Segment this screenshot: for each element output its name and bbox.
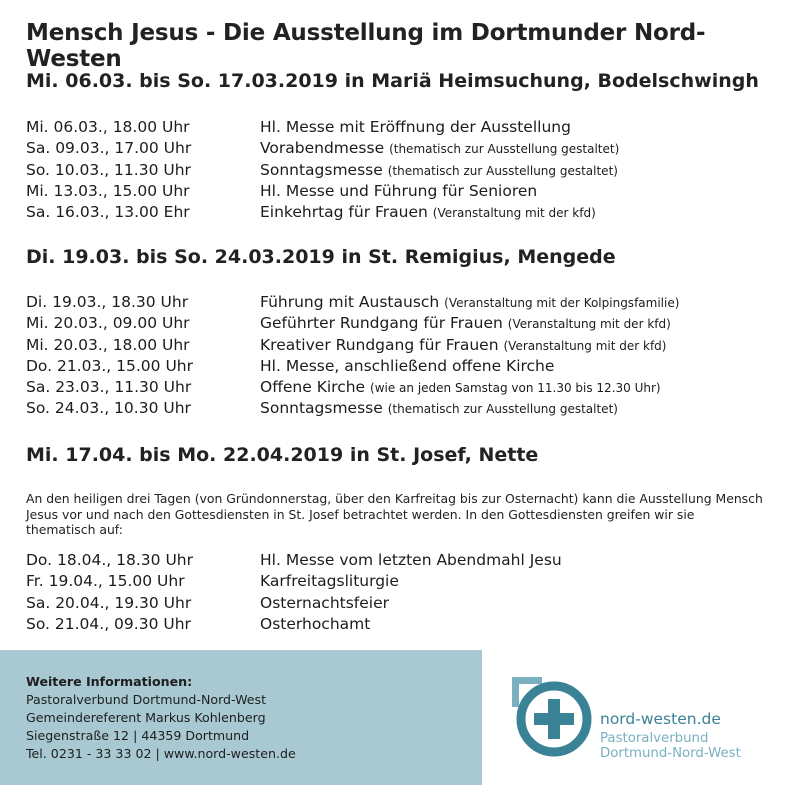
event-date: Mi. 13.03., 15.00 Uhr [26, 181, 190, 200]
event-date: Do. 21.03., 15.00 Uhr [26, 356, 193, 375]
event-row [26, 550, 766, 571]
brand-name: nord-westen.de [600, 710, 721, 728]
section-paragraph: An den heiligen drei Tagen (von Gründonnerstag, über den Karfreitag bis zur Osternacht) kann die Ausstellung Mensch Jesus vor und nach den Gottesdiensten in St. Josef betrachtet werden. In den Gottesdiensten greifen wir sie thematisch auf: [26, 491, 763, 537]
event-row [26, 377, 766, 398]
event-date: Sa. 20.04., 19.30 Uhr [26, 593, 192, 612]
event-note: (thematisch zur Ausstellung gestaltet) [387, 163, 618, 178]
event-date: Mi. 20.03., 09.00 Uhr [26, 314, 190, 333]
event-row [26, 356, 766, 377]
event-date: Di. 19.03., 18.30 Uhr [26, 293, 189, 311]
info-contact: Gemeindereferent Markus Kohlenberg [26, 710, 266, 725]
event-list-mengede [26, 292, 766, 420]
event-list-bodelschwingh [26, 117, 766, 223]
event-row [26, 160, 766, 181]
info-org: Pastoralverbund Dortmund-Nord-West [26, 692, 267, 707]
event-title: Hl. Messe, anschließend offene Kirche [260, 356, 555, 375]
event-title: Offene Kirche [260, 378, 366, 397]
event-row [26, 398, 766, 419]
event-title: Geführter Rundgang für Frauen [260, 314, 503, 333]
event-date: Sa. 09.03., 17.00 Uhr [26, 139, 192, 158]
event-note: (Veranstaltung mit der kfd) [507, 317, 671, 332]
event-title: Osterhochamt [260, 614, 371, 633]
event-note: (Veranstaltung mit der kfd) [503, 338, 667, 353]
event-title: Kreativer Rundgang für Frauen [260, 335, 499, 354]
event-row [26, 313, 766, 334]
event-title: Sonntagsmesse [260, 160, 383, 179]
event-date: Sa. 16.03., 13.00 Ehr [26, 203, 190, 222]
event-date: So. 10.03., 11.30 Uhr [26, 160, 191, 179]
info-heading: Weitere Informationen: [26, 674, 193, 689]
section-heading-bodelschwingh: Mi. 06.03. bis So. 17.03.2019 in Mariä Heimsuchung, Bodelschwingh [26, 70, 759, 92]
event-date: So. 21.04., 09.30 Uhr [26, 614, 191, 633]
info-address: Siegenstraße 12 | 44359 Dortmund [26, 728, 250, 743]
event-row [26, 202, 766, 223]
event-date: Mi. 06.03., 18.00 Uhr [26, 118, 190, 136]
event-note: (Veranstaltung mit der kfd) [432, 206, 596, 221]
event-title: Vorabendmesse [260, 139, 385, 158]
page-title: Mensch Jesus - Die Ausstellung im Dortmunder Nord-Westen [26, 20, 706, 72]
event-title: Hl. Messe und Führung für Senioren [260, 181, 538, 200]
event-date: Do. 18.04., 18.30 Uhr [26, 551, 193, 569]
info-box [0, 650, 482, 785]
event-title: Karfreitagsliturgie [260, 572, 399, 591]
event-date: Fr. 19.04., 15.00 Uhr [26, 572, 185, 591]
event-row [26, 138, 766, 159]
event-title: Hl. Messe mit Eröffnung der Ausstellung [260, 118, 571, 136]
event-note: (thematisch zur Ausstellung gestaltet) [387, 402, 618, 417]
event-row [26, 614, 766, 635]
event-note: (Veranstaltung mit der Kolpingsfamilie) [444, 296, 680, 310]
event-row [26, 292, 766, 313]
section-heading-mengede: Di. 19.03. bis So. 24.03.2019 in St. Remigius, Mengede [26, 246, 616, 268]
event-date: Mi. 20.03., 18.00 Uhr [26, 335, 190, 354]
info-phone-web: Tel. 0231 - 33 33 02 | www.nord-westen.de [26, 746, 296, 761]
event-list-nette [26, 550, 766, 635]
event-title: Osternachtsfeier [260, 593, 390, 612]
event-title: Sonntagsmesse [260, 399, 383, 418]
event-title: Einkehrtag für Frauen [260, 203, 428, 222]
event-date: Sa. 23.03., 11.30 Uhr [26, 378, 192, 397]
brand-subtitle-2: Dortmund-Nord-West [600, 746, 741, 761]
event-row [26, 181, 766, 202]
event-note: (thematisch zur Ausstellung gestaltet) [389, 142, 620, 157]
event-row [26, 335, 766, 356]
event-title: Hl. Messe vom letzten Abendmahl Jesu [260, 551, 562, 569]
event-title: Führung mit Austausch [260, 293, 440, 311]
brand-subtitle-1: Pastoralverbund [600, 731, 709, 746]
event-row [26, 593, 766, 614]
event-row [26, 571, 766, 592]
event-date: So. 24.03., 10.30 Uhr [26, 399, 191, 418]
event-row [26, 117, 766, 138]
cross-circle-logo-icon [508, 673, 596, 761]
section-heading-nette: Mi. 17.04. bis Mo. 22.04.2019 in St. Josef, Nette [26, 444, 539, 466]
event-note: (wie an jeden Samstag von 11.30 bis 12.30 Uhr) [370, 381, 661, 396]
